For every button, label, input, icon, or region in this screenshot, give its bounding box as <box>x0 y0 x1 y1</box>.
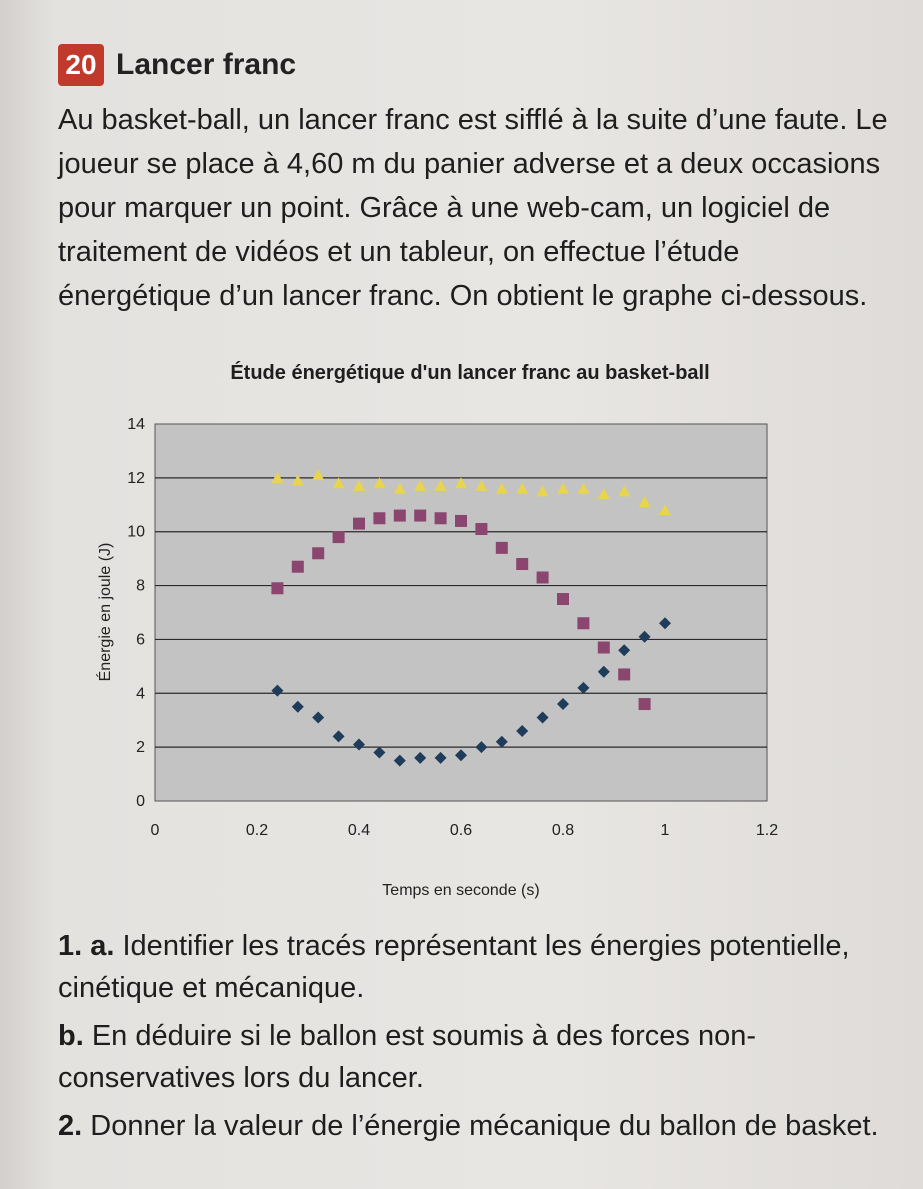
question-1b <box>58 1015 898 1099</box>
y-tick-label: 8 <box>136 577 145 595</box>
data-point-squares <box>537 571 549 583</box>
question-1a-text: Identifier les tracés représentant les énergies potentielle, cinétique et mécanique. <box>58 930 850 1004</box>
x-tick-label: 1 <box>660 822 670 839</box>
data-point-squares <box>557 593 569 605</box>
data-point-squares <box>435 512 447 524</box>
y-axis-label: Énergie en joule (J) <box>97 542 114 682</box>
y-tick-label: 14 <box>127 416 145 433</box>
data-point-squares <box>292 561 304 573</box>
x-tick-label: 0.8 <box>551 822 575 839</box>
data-point-squares <box>618 668 630 680</box>
question-1a-number: 1. a. <box>58 930 115 962</box>
x-tick-label: 0.6 <box>449 822 473 839</box>
question-1b-number: b. <box>58 1020 84 1052</box>
x-tick-label: 0.2 <box>245 822 269 839</box>
y-tick-label: 4 <box>136 685 145 703</box>
data-point-squares <box>577 617 589 629</box>
x-tick-label: 0.4 <box>347 822 371 839</box>
data-point-squares <box>516 558 528 570</box>
exercise-title: Lancer franc <box>116 48 297 81</box>
data-point-squares <box>639 698 651 710</box>
x-tick-label: 1.2 <box>755 822 779 839</box>
chart-title: Étude énergétique d'un lancer franc au basket-ball <box>230 362 710 384</box>
data-point-squares <box>353 518 365 530</box>
question-2 <box>58 1105 898 1147</box>
energy-chart-figure <box>90 362 810 902</box>
data-point-squares <box>455 515 467 527</box>
exercise-header <box>58 44 296 86</box>
question-2-text: Donner la valeur de l’énergie mécanique du ballon de basket. <box>90 1110 879 1142</box>
data-point-squares <box>373 512 385 524</box>
exercise-number-badge: 20 <box>58 44 104 86</box>
question-2-number: 2. <box>58 1110 83 1142</box>
data-point-squares <box>598 642 610 654</box>
data-point-squares <box>496 542 508 554</box>
data-point-squares <box>312 547 324 559</box>
questions-block <box>58 925 898 1153</box>
y-tick-label: 12 <box>127 469 145 487</box>
question-1a <box>58 925 898 1009</box>
y-tick-label: 2 <box>136 739 145 757</box>
y-tick-label: 10 <box>127 523 145 541</box>
exercise-intro-text: Au basket-ball, un lancer franc est sifflé à la suite d’une faute. Le joueur se place à 4,60 m du panier adverse et a deux occasions pour marquer un point. Grâce à une web-cam, un logiciel de traitement de vidéos et un tableur, on effectue l’étude énergétique d’un lancer franc. On obtient le graphe ci-dessous. <box>58 104 888 312</box>
data-point-squares <box>333 531 345 543</box>
data-point-squares <box>414 510 426 522</box>
x-tick-label: 0 <box>150 822 160 839</box>
data-point-squares <box>394 510 406 522</box>
energy-chart <box>90 362 810 902</box>
data-point-squares <box>271 582 283 594</box>
y-tick-label: 0 <box>136 793 145 810</box>
y-tick-label: 6 <box>136 631 145 649</box>
data-point-squares <box>475 523 487 535</box>
x-axis-label: Temps en seconde (s) <box>382 882 540 899</box>
question-1b-text: En déduire si le ballon est soumis à des forces non-conservatives lors du lancer. <box>58 1020 756 1094</box>
